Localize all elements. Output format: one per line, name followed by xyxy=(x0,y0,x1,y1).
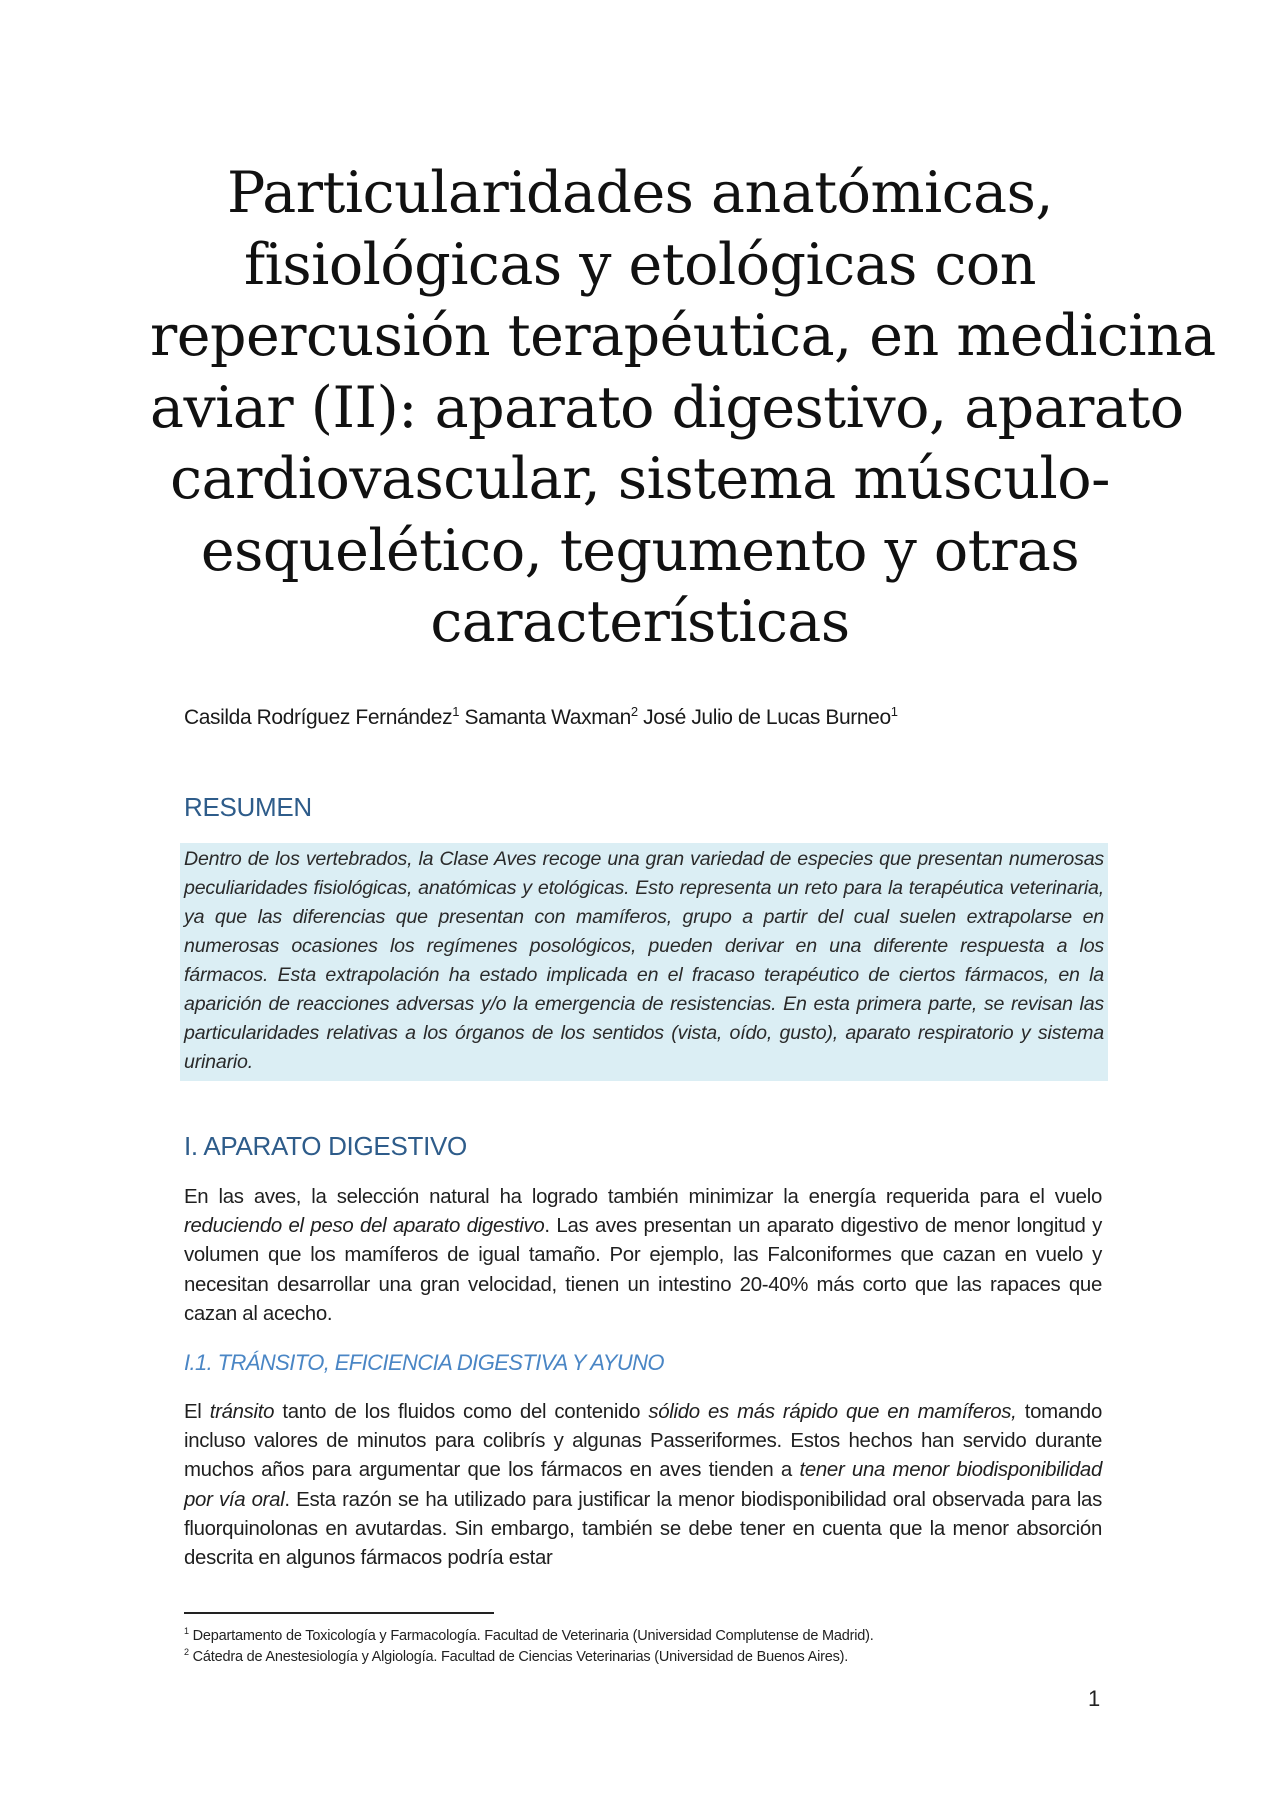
text-run: En las aves, la selección natural ha logrado también minimizar la energía requerida para el vuelo xyxy=(184,1186,1102,1208)
page-number: 1 xyxy=(1088,1686,1101,1711)
footnote-separator xyxy=(184,1612,494,1614)
title-line: características xyxy=(430,589,850,655)
abstract-box: Dentro de los vertebrados, la Clase Aves recoge una gran variedad de especies que presentan numerosas peculiaridades fisiológicas, anatómicas y etológicas. Esto representa un reto para la terapéutica veterinaria, ya que las diferencias que presentan con mamíferos, grupo a partir del cual suelen extrapolarse en numerosas ocasiones los regímenes posológicos, pueden derivar en una diferente respuesta a los fármacos. Esta extrapolación ha estado implicada en el fracaso terapéutico de ciertos fármacos, en la aparición de reacciones adversas y/o la emergencia de resistencias. En esta primera parte, se revisan las particularidades relativas a los órganos de los sentidos (vista, oído, gusto), aparato respiratorio y sistema urinario. xyxy=(180,843,1108,1081)
subsection-heading: I.1. TRÁNSITO, EFICIENCIA DIGESTIVA Y AYUNO xyxy=(184,1350,664,1375)
abstract-heading: RESUMEN xyxy=(184,792,312,822)
emphasis-text: sólido es más rápido que en mamíferos, xyxy=(648,1401,1017,1423)
footnote-text: Departamento de Toxicología y Farmacología. Facultad de Veterinaria (Universidad Complutense de Madrid). xyxy=(192,1628,874,1644)
footnote-mark: 1 xyxy=(184,1626,189,1637)
section-heading: I. APARATO DIGESTIVO xyxy=(184,1131,467,1161)
emphasis-text: tránsito xyxy=(209,1401,275,1423)
author-affiliation-mark: 1 xyxy=(452,704,460,719)
footnote-text: Cátedra de Anestesiología y Algiología. Facultad de Ciencias Veterinarias (Universidad de Buenos Aires). xyxy=(192,1649,849,1665)
author-name: Samanta Waxman xyxy=(464,706,631,729)
footnote-2 xyxy=(184,1647,1102,1668)
title-line: cardiovascular, sistema músculo- xyxy=(170,446,1110,512)
footnotes xyxy=(184,1626,1102,1668)
title-line: fisiológicas y etológicas con xyxy=(244,231,1036,298)
subsection-paragraph xyxy=(184,1398,1102,1573)
title-line: Particularidades anatómicas, xyxy=(227,160,1053,226)
footnote-mark: 2 xyxy=(184,1647,189,1658)
title-line: esquelético, tegumento y otras xyxy=(200,517,1080,584)
emphasis-text: reduciendo el peso del aparato digestivo xyxy=(184,1215,545,1238)
text-run: El xyxy=(184,1401,210,1423)
text-run: tomando incluso valores de minutos para colibrís y algunas Passeriformes. Estos hechos han servido durante muchos años para argumentar que los fármacos en aves tienden a xyxy=(184,1401,1102,1482)
emphasis-text: tener una menor biodisponibilidad por vía oral xyxy=(184,1459,1103,1511)
text-run: . Esta razón se ha utilizado para justificar la menor biodisponibilidad oral observada para las fluorquinolonas en avutardas. Sin embargo, también se debe tener en cuenta que la menor absorción descrita en algunos fármacos podría estar xyxy=(184,1488,1102,1570)
author-list xyxy=(184,706,898,730)
author-affiliation-mark: 1 xyxy=(890,704,898,719)
footnote-1 xyxy=(184,1626,1102,1647)
section-paragraph xyxy=(184,1183,1102,1329)
text-run: . Las aves presentan un aparato digestivo de menor longitud y volumen que los mamíferos de igual tamaño. Por ejemplo, las Falconiformes que cazan en vuelo y necesitan desarrollar una gran velocidad, tienen un intestino 20-40% más corto que las rapaces que cazan al acecho. xyxy=(184,1215,1103,1325)
author-name: José Julio de Lucas Burneo xyxy=(643,706,891,729)
title-line: repercusión terapéutica, en medicina xyxy=(150,303,1216,369)
text-run: tanto de los fluidos como del contenido xyxy=(274,1401,649,1423)
author-affiliation-mark: 2 xyxy=(630,704,638,719)
document-title xyxy=(150,158,1216,659)
author-name: Casilda Rodríguez Fernández xyxy=(184,706,453,729)
title-line: aviar (II): aparato digestivo, aparato xyxy=(150,374,1184,441)
